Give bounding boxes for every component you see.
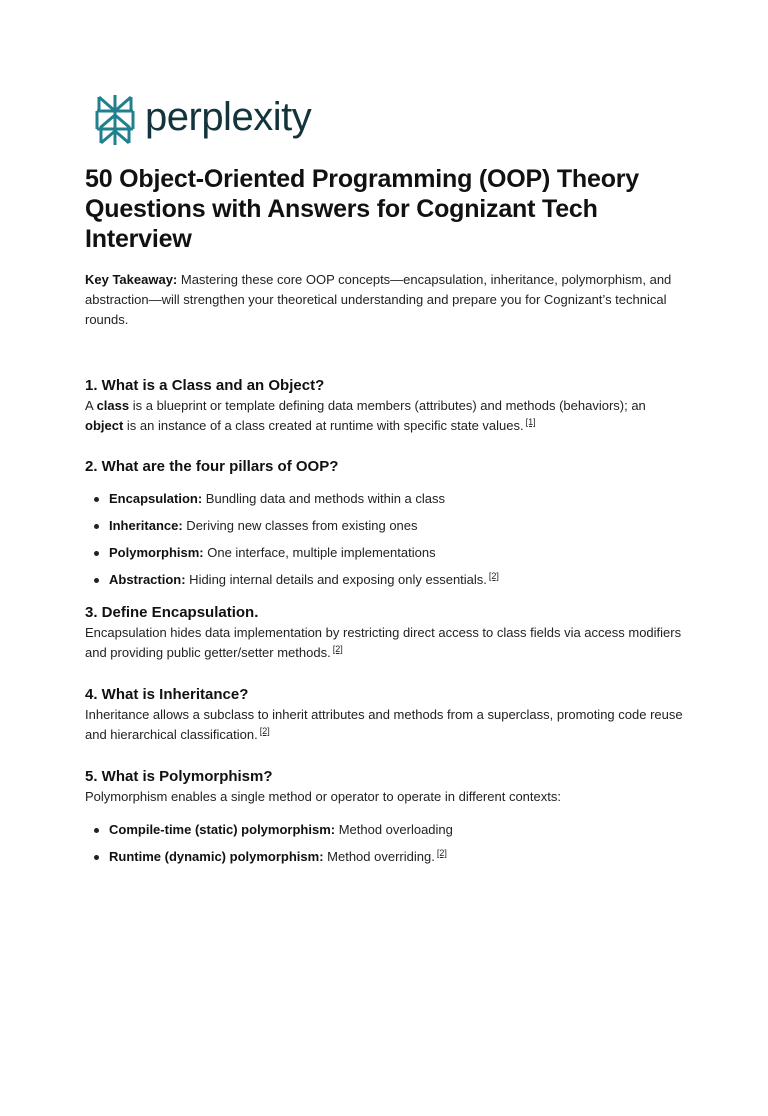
list-item-label: Runtime (dynamic) polymorphism:: [109, 849, 324, 864]
term-class: class: [96, 398, 130, 413]
brand-wordmark: perplexity: [145, 95, 312, 139]
text-segment: Encapsulation hides data implementation by restricting direct access to class fields via access modifiers and providing public getter/setter methods.: [85, 625, 682, 660]
polymorphism-list: [85, 820, 684, 867]
text-segment: is a blueprint or template defining data members (attributes) and methods (behaviors); an: [129, 398, 646, 413]
list-item: [109, 489, 684, 509]
pillars-list: [85, 489, 684, 590]
key-takeaway-label: Key Takeaway:: [85, 272, 178, 287]
document-page: [0, 92, 768, 1116]
list-item-label: Compile-time (static) polymorphism:: [109, 822, 336, 837]
section-heading-polymorphism: 5. What is Polymorphism?: [85, 768, 273, 785]
list-item-text: One interface, multiple implementations: [203, 545, 436, 560]
list-item: [109, 516, 684, 536]
list-item-label: Inheritance:: [109, 518, 183, 533]
list-item-text: Bundling data and methods within a class: [202, 491, 446, 506]
section-body-class-object: [85, 396, 684, 436]
list-item: [109, 820, 684, 840]
citation-link[interactable]: [2]: [259, 726, 270, 736]
citation-link[interactable]: [1]: [525, 417, 536, 427]
perplexity-logo-icon: [93, 93, 137, 147]
list-item: [109, 543, 684, 563]
section-heading-inheritance: 4. What is Inheritance?: [85, 686, 249, 703]
key-takeaway-text: Mastering these core OOP concepts—encapsulation, inheritance, polymorphism, and abstraction—will strengthen your theoretical understanding and prepare you for Cognizant’s technical rounds.: [85, 272, 672, 327]
text-segment: A: [85, 398, 97, 413]
term-object: object: [85, 418, 124, 433]
key-takeaway: [85, 270, 684, 330]
list-item-text: Method overloading: [335, 822, 453, 837]
text-segment: is an instance of a class created at runtime with specific state values.: [123, 418, 524, 433]
citation-link[interactable]: [2]: [488, 571, 499, 581]
citation-link[interactable]: [2]: [332, 644, 343, 654]
section-body-encapsulation: [85, 623, 684, 663]
text-segment: Inheritance allows a subclass to inherit attributes and methods from a superclass, promoting code reuse and hierarchical classification.: [85, 707, 683, 742]
brand-logo: [85, 92, 684, 148]
list-item-text: Method overriding.: [323, 849, 435, 864]
list-item-text: Deriving new classes from existing ones: [182, 518, 418, 533]
page-title: 50 Object-Oriented Programming (OOP) Theory Questions with Answers for Cognizant Tech Interview: [85, 165, 639, 253]
list-item-label: Abstraction:: [109, 572, 186, 587]
list-item: [109, 570, 684, 590]
section-body-polymorphism: Polymorphism enables a single method or operator to operate in different contexts:: [85, 789, 561, 804]
list-item-text: Hiding internal details and exposing only essentials.: [185, 572, 487, 587]
section-heading-class-object: 1. What is a Class and an Object?: [85, 377, 325, 394]
section-body-inheritance: [85, 705, 684, 745]
citation-link[interactable]: [2]: [436, 848, 447, 858]
list-item: [109, 847, 684, 867]
list-item-label: Polymorphism:: [109, 545, 204, 560]
section-heading-encapsulation: 3. Define Encapsulation.: [85, 604, 259, 621]
list-item-label: Encapsulation:: [109, 491, 203, 506]
section-heading-four-pillars: 2. What are the four pillars of OOP?: [85, 458, 339, 475]
